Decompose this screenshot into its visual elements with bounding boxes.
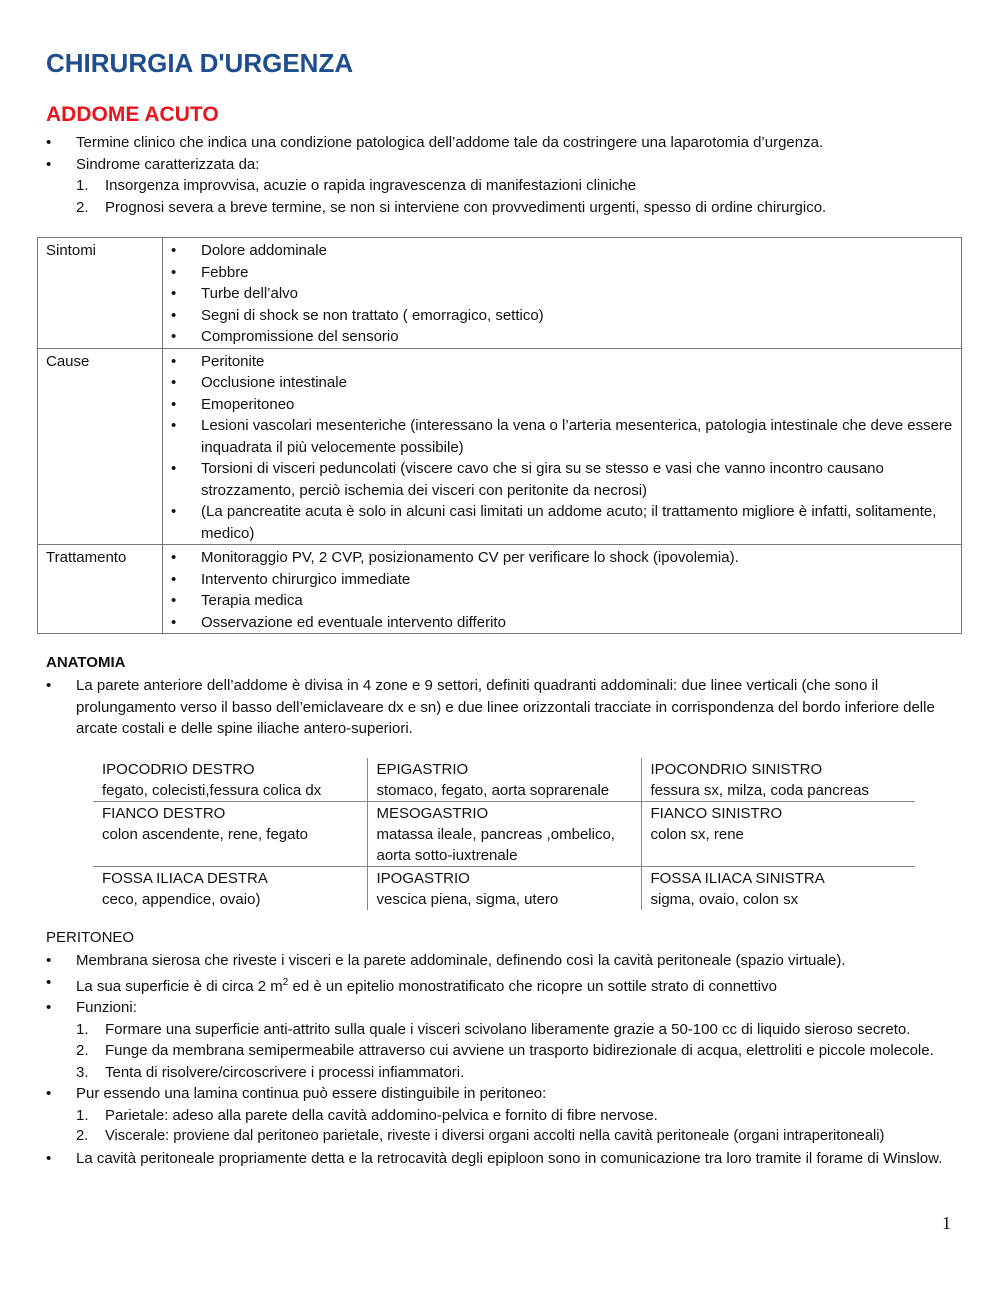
list-item: • Peritonite [171,351,953,373]
quadrant-organs: sigma, ovaio, colon sx [650,891,799,908]
item-number: 2. [76,198,89,216]
anatomia-heading: ANATOMIA [46,654,126,671]
anatomia-block [46,675,961,740]
list-item: • Segni di shock se non trattato ( emorragico, settico) [171,305,953,327]
quadrant-cell [641,758,915,802]
table-row [93,802,915,867]
quadrant-name: FOSSA ILIACA DESTRA [102,870,268,887]
quadrant-organs: stomaco, fegato, aorta soprarenale [376,782,610,799]
quadrant-cell [641,802,915,867]
row-content [163,348,962,545]
peritoneo-bullet: • Membrana sierosa che riveste i visceri e la parete addominale, definendo così la cavità peritoneale (spazio virtuale). [46,950,961,972]
row-label: Sintomi [38,238,163,349]
table-row [93,867,915,911]
list-item: • (La pancreatite acuta è solo in alcuni casi limitati un addome acuto; il trattamento migliore è infatti, solitamente, medico) [171,501,953,544]
quadrant-organs: fegato, colecisti,fessura colica dx [102,782,322,799]
list-item: • Intervento chirurgico immediate [171,569,953,591]
quadrant-organs: colon sx, rene [650,826,744,843]
symptoms-causes-table [37,237,962,634]
list-item: • Dolore addominale [171,240,953,262]
intro-numbered-list [46,175,961,218]
quadrant-cell [93,802,367,867]
peritoneo-bullet: • Pur essendo una lamina continua può essere distinguibile in peritoneo: [46,1083,961,1105]
quadrant-cell [93,867,367,911]
peritoneo-block [46,950,961,1169]
item-text: Funge da membrana semipermeabile attraverso cui avviene un trasporto bidirezionale di acqua, elettroliti e piccole molecole. [105,1042,934,1059]
item-text: Formare una superficie anti-attrito sulla quale i visceri scivolano liberamente grazie a 50-100 cc di liquido sieroso secreto. [105,1020,911,1038]
tipi-list [46,1105,961,1148]
numbered-item [76,1019,961,1041]
quadrant-name: IPOGASTRIO [376,870,470,887]
item-number: 1. [76,1020,89,1038]
quadrant-name: FIANCO SINISTRO [650,805,783,822]
item-number: 1. [76,1106,89,1124]
quadrant-cell [367,867,641,911]
intro-bullet: • Sindrome caratterizzata da: [46,154,961,176]
quadrant-cell [367,802,641,867]
table-row [93,758,915,802]
table-row [38,238,962,349]
list-item: • Compromissione del sensorio [171,326,953,348]
document-title: CHIRURGIA D'URGENZA [46,48,354,78]
table-row [38,348,962,545]
numbered-item [76,1126,961,1148]
item-text: Insorgenza improvvisa, acuzie o rapida ingravescenza di manifestazioni cliniche [105,177,637,194]
funzioni-list [46,1019,961,1084]
item-text: Tenta di risolvere/circoscrivere i processi infiammatori. [105,1063,465,1081]
quadrant-organs: matassa ileale, pancreas ,ombelico, aorta sotto-iuxtrenale [376,826,615,864]
quadrant-name: FIANCO DESTRO [102,805,226,822]
numbered-item [76,175,961,197]
numbered-item [76,197,961,219]
numbered-item [76,1040,961,1062]
quadrant-organs: ceco, appendice, ovaio) [102,891,261,908]
item-number: 2. [76,1128,89,1144]
quadrant-name: FOSSA ILIACA SINISTRA [650,870,825,887]
numbered-item [76,1062,961,1084]
quadrant-organs: fessura sx, milza, coda pancreas [650,782,869,799]
row-content [163,238,962,349]
bullet-text: La sua superficie è di circa 2 m [76,977,283,995]
item-number: 2. [76,1042,89,1059]
peritoneo-bullet [46,972,961,998]
list-item: • Lesioni vascolari mesenteriche (interessano la vena o l’arteria mesenterica, patologia intestinale che deve essere inquadrata il più velocemente possibile) [171,415,953,458]
list-item: • Occlusione intestinale [171,372,953,394]
quadrant-name: IPOCONDRIO SINISTRO [650,761,823,778]
row-label: Cause [38,348,163,545]
quadrant-name: MESOGASTRIO [376,805,489,822]
quadrant-cell [641,867,915,911]
item-text: Viscerale: proviene dal peritoneo parietale, riveste i diversi organi accolti nella cavità peritoneale (organi intraperitoneali) [105,1128,885,1144]
item-number: 1. [76,177,89,194]
list-item: • Febbre [171,262,953,284]
row-content [163,545,962,634]
list-item: • Turbe dell’alvo [171,283,953,305]
row-label: Trattamento [38,545,163,634]
list-item: • Emoperitoneo [171,394,953,416]
list-item: • Monitoraggio PV, 2 CVP, posizionamento CV per verificare lo shock (ipovolemia). [171,547,953,569]
quadrant-organs: colon ascendente, rene, fegato [102,826,308,843]
list-item: • Torsioni di visceri peduncolati (viscere cavo che si gira su se stesso e vasi che vanno incontro causano strozzamento, perciò ischemia dei visceri con peritonite da necrosi) [171,458,953,501]
intro-block [46,132,961,218]
item-number: 3. [76,1063,89,1081]
bullet-text: ed è un epitelio monostratificato che ricopre un sottile strato di connettivo [288,977,777,995]
quadrant-organs: vescica piena, sigma, utero [376,891,559,908]
item-text: Parietale: adeso alla parete della cavità addomino-pelvica e fornito di fibre nervose. [105,1106,658,1124]
peritoneo-bullet: • Funzioni: [46,997,961,1019]
item-text: Prognosi severa a breve termine, se non si interviene con provvedimenti urgenti, spesso di ordine chirurgico. [105,198,827,216]
quadrant-name: IPOCODRIO DESTRO [102,761,255,778]
list-item: • Osservazione ed eventuale intervento differito [171,612,953,634]
quadrant-name: EPIGASTRIO [376,761,469,778]
section-heading: ADDOME ACUTO [46,103,219,126]
table-row [38,545,962,634]
quadrant-cell [367,758,641,802]
quadrant-cell [93,758,367,802]
numbered-item [76,1105,961,1127]
peritoneo-bullet: • La cavità peritoneale propriamente detta e la retrocavità degli epiploon sono in comunicazione tra loro tramite il forame di Winslow. [46,1148,961,1170]
intro-list [46,132,961,175]
anatomia-bullet: • La parete anteriore dell’addome è divisa in 4 zone e 9 settori, definiti quadranti addominali: due linee verticali (che sono il prolungamento verso il basso dell’emiclaveare dx e sn) e due linee orizzontali tracciate in corrispondenza del bordo inferiore delle arcate costali e delle spine iliache antero-superiori. [46,675,961,740]
list-item: • Terapia medica [171,590,953,612]
quadrants-table [93,758,915,910]
superscript: 2 [282,976,289,988]
page-number: 1 [942,1213,951,1233]
intro-bullet: • Termine clinico che indica una condizione patologica dell’addome tale da costringere una laparotomia d’urgenza. [46,132,961,154]
peritoneo-heading: PERITONEO [46,929,135,946]
